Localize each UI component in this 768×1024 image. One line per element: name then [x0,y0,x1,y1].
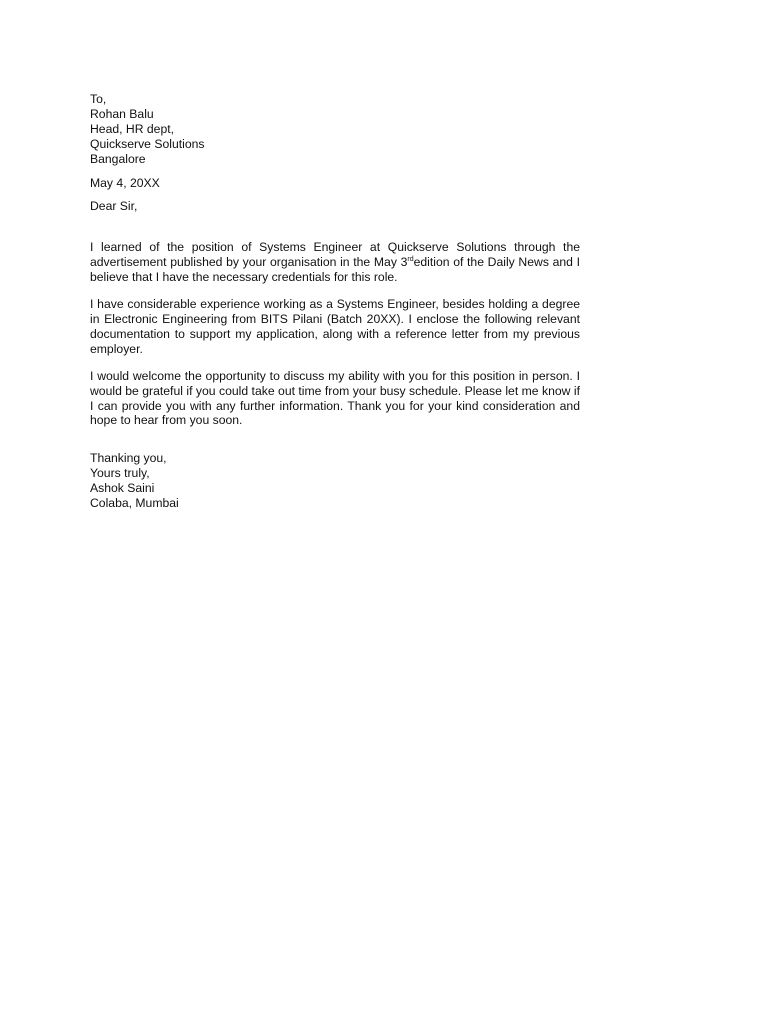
signoff-line: Yours truly, [90,466,150,481]
salutation: Dear Sir, [90,199,138,214]
sender-name: Ashok Saini [90,481,155,496]
sender-location: Colaba, Mumbai [90,496,179,511]
cover-letter [90,92,580,511]
thanks-line: Thanking you, [90,451,167,466]
recipient-company: Quickserve Solutions [90,136,205,151]
recipient-name: Rohan Balu [90,106,154,121]
recipient-address [90,92,580,167]
to-line: To, [90,92,107,106]
paragraph-3: I would welcome the opportunity to discuss my ability with you for this position in person. I would be grateful if you could take out time from your busy schedule. Please let me know if I can provide you with any further information. Thank you for your kind consideration and hope to hear from you soon. [90,368,580,428]
ordinal-suffix: rd [407,256,414,264]
recipient-title: Head, HR dept, [90,121,175,136]
closing-block [90,451,580,511]
paragraph-1-text-end: edition of the Daily News and I believe that I have the necessary credentials for this role. [90,255,580,285]
paragraph-1-text-start: I learned of the position of Systems Engineer at Quickserve Solutions through the advertisement published by your organisation in the May 3 [90,240,580,270]
paragraph-2: I have considerable experience working as a Systems Engineer, besides holding a degree in Electronic Engineering from BITS Pilani (Batch 20XX). I enclose the following relevant documentation to support my application, along with a reference letter from my previous employer. [90,297,580,356]
paragraph-1 [90,240,580,285]
letter-date: May 4, 20XX [90,175,160,190]
recipient-city: Bangalore [90,151,146,166]
